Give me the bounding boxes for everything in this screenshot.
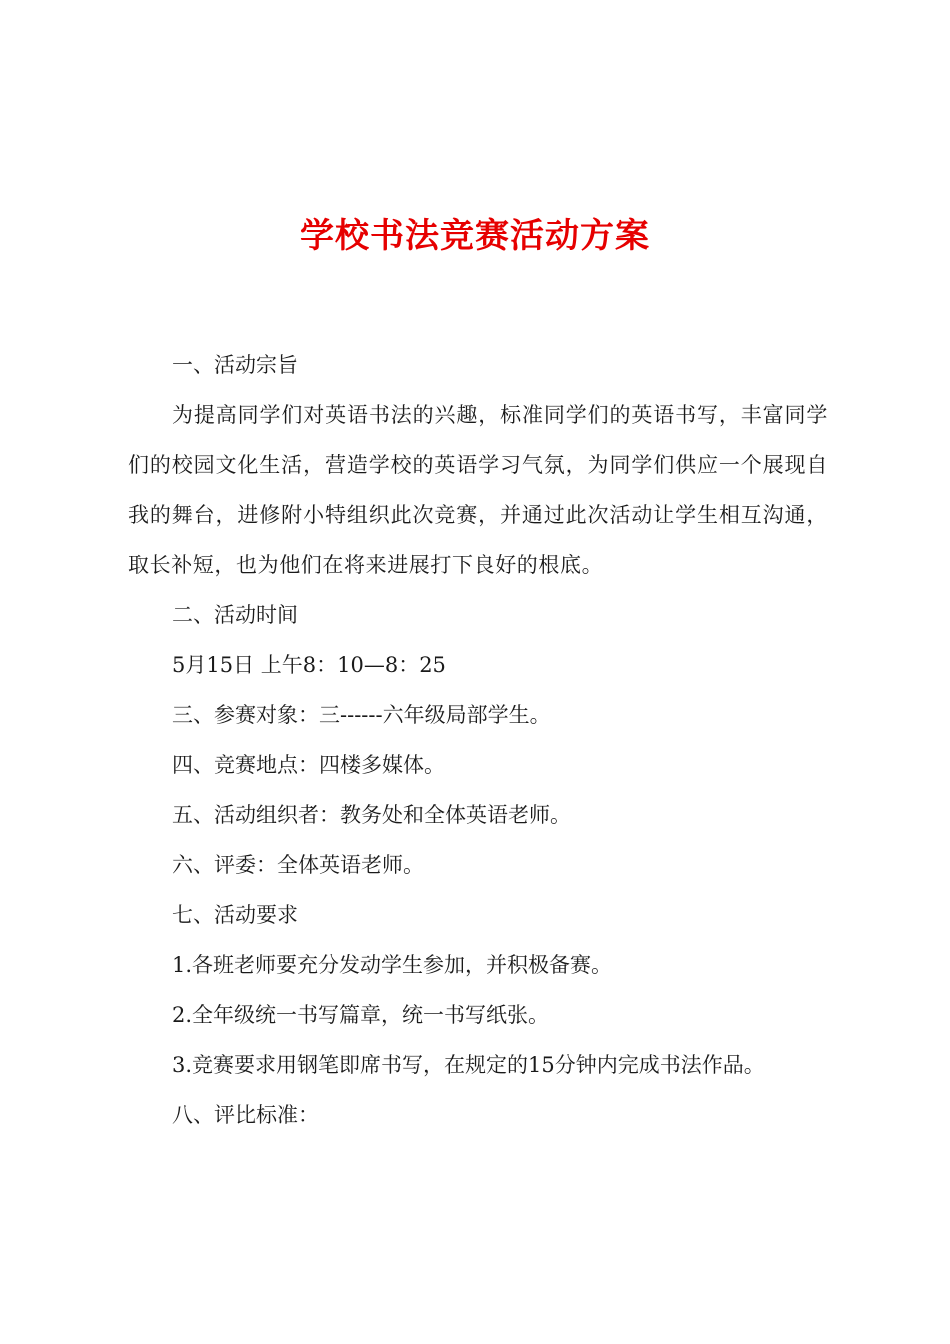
section-heading-time: 二、活动时间 [172, 603, 298, 627]
section-heading-purpose: 一、活动宗旨 [172, 353, 298, 377]
requirement-item: 3.竞赛要求用钢笔即席书写，在规定的15分钟内完成书法作品。 [172, 1053, 765, 1077]
participants: 三、参赛对象：三------六年级局部学生。 [172, 703, 551, 727]
activity-time: 5月15日 上午8：10—8：25 [172, 653, 446, 677]
organizers: 五、活动组织者：教务处和全体英语老师。 [172, 803, 571, 827]
section-heading-criteria: 八、评比标准： [172, 1103, 319, 1127]
purpose-paragraph: 为提高同学们对英语书法的兴趣，标准同学们的英语书写，丰富同学们的校园文化生活，营造学校的英语学习气氛，为同学们供应一个展现自我的舞台，进修附小特组织此次竞赛，并通过此次活动让学生相互沟通，取长补短，也为他们在将来进展打下良好的根底。 [128, 403, 828, 577]
requirement-item: 2.全年级统一书写篇章，统一书写纸张。 [172, 1003, 550, 1027]
section-heading-requirements: 七、活动要求 [172, 903, 298, 927]
requirement-item: 1.各班老师要充分发动学生参加，并积极备赛。 [172, 953, 613, 977]
venue: 四、竞赛地点：四楼多媒体。 [172, 753, 445, 777]
document-title: 学校书法竞赛活动方案 [300, 216, 650, 256]
document-body [128, 340, 828, 1140]
judges: 六、评委：全体英语老师。 [172, 853, 424, 877]
